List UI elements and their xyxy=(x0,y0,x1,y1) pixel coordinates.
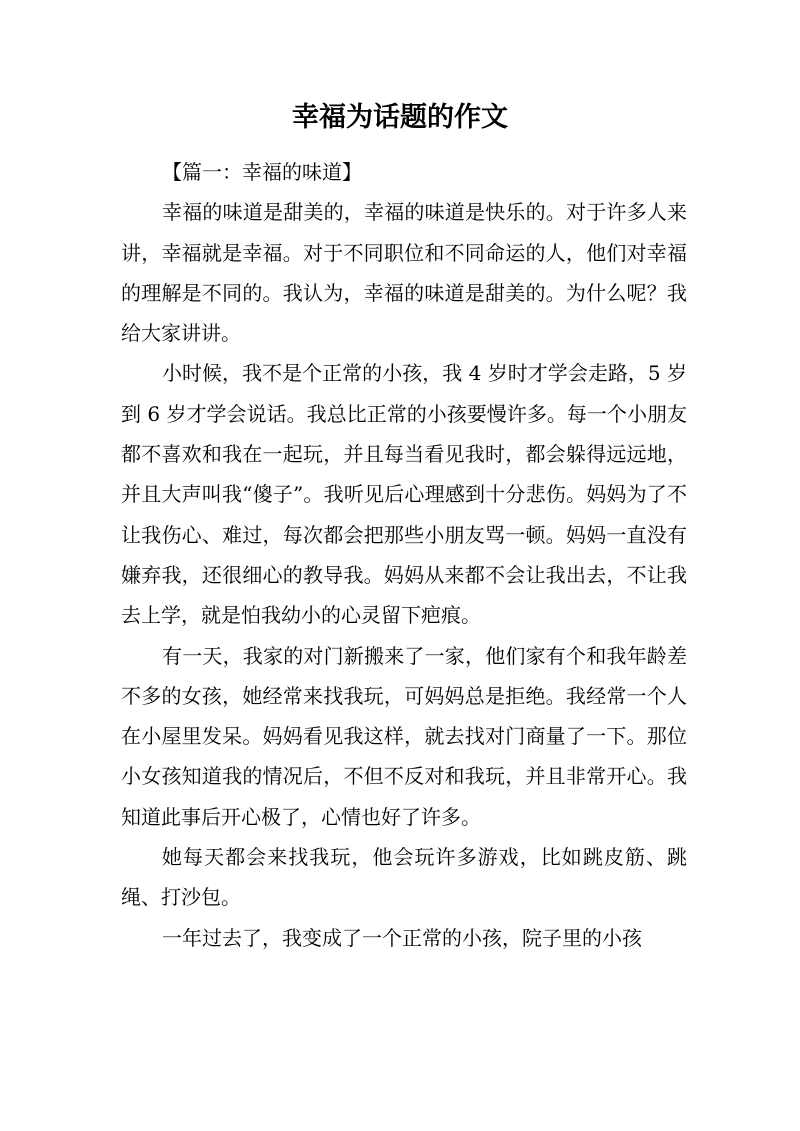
document-body xyxy=(121,152,687,958)
paragraph: 一年过去了，我变成了一个正常的小孩，院子里的小孩 xyxy=(162,925,642,950)
paragraph: 有一天，我家的对门新搬来了一家，他们家有个和我年龄差不多的女孩，她经常来找我玩，可妈妈总是拒绝。我经常一个人在小屋里发呆。妈妈看见我这样，就去找对门商量了一下。那位小女孩知道我的情况后，不但不反对和我玩，并且非常开心。我知道此事后开心极了，心情也好了许多。 xyxy=(121,643,687,829)
section-heading: 【篇一：幸福的味道】 xyxy=(162,160,362,184)
paragraph: 她每天都会来找我玩，他会玩许多游戏，比如跳皮筋、跳绳、打沙包。 xyxy=(121,845,687,910)
document-title: 幸福为话题的作文 xyxy=(292,102,508,133)
paragraph: 幸福的味道是甜美的，幸福的味道是快乐的。对于许多人来讲，幸福就是幸福。对于不同职位和不同命运的人，他们对幸福的理解是不同的。我认为，幸福的味道是甜美的。为什么呢？我给大家讲讲。 xyxy=(121,200,687,346)
paragraph: 小时候，我不是个正常的小孩，我 4 岁时才学会走路，5 岁到 6 岁才学会说话。我总比正常的小孩要慢许多。每一个小朋友都不喜欢和我在一起玩，并且每当看见我时，都会躲得远远地，并且大声叫我“傻子”。我听见后心理感到十分悲伤。妈妈为了不让我伤心、难过，每次都会把那些小朋友骂一顿。妈妈一直没有嫌弃我，还很细心的教导我。妈妈从来都不会让我出去，不让我去上学，就是怕我幼小的心灵留下疤痕。 xyxy=(121,361,687,628)
